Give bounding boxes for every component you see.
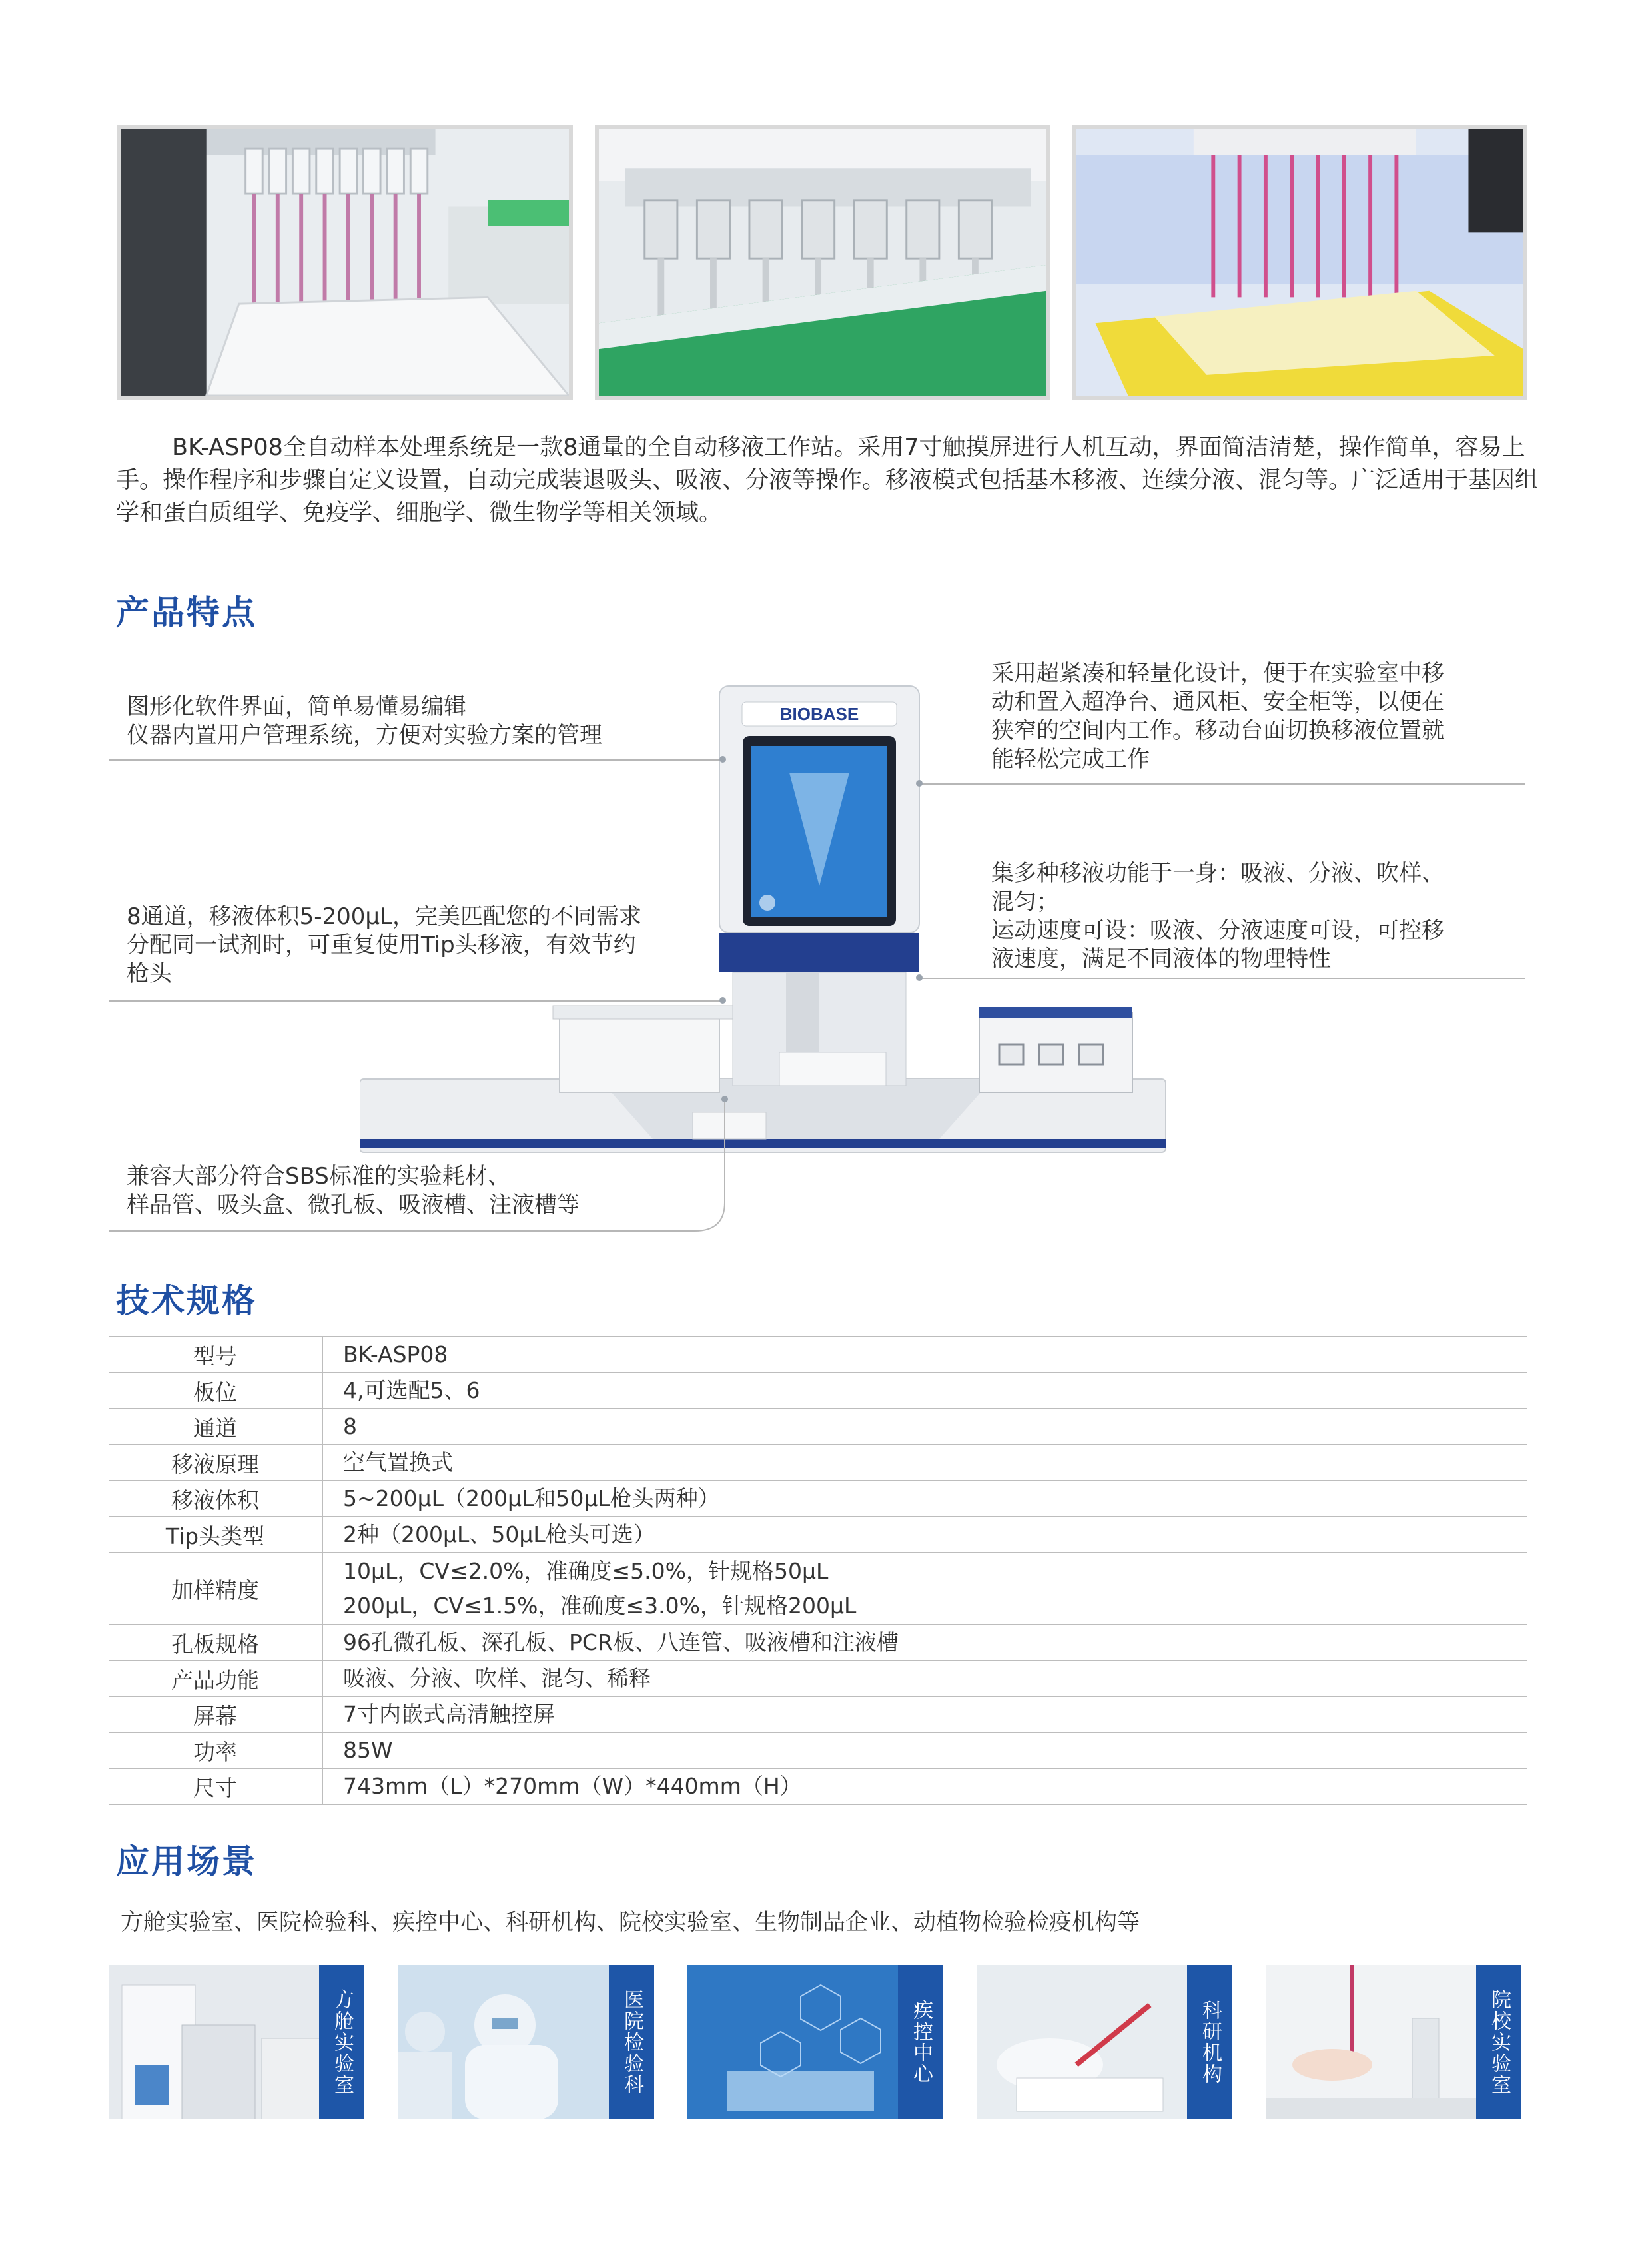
table-row [109, 1373, 1527, 1409]
spec-key: 移液体积 [109, 1481, 322, 1517]
scene-label: 院校实验室 [1476, 1965, 1521, 2119]
spec-key: 功率 [109, 1732, 322, 1768]
feature-functions [991, 859, 1444, 974]
feature-channels [127, 903, 641, 988]
callout-line [109, 1000, 723, 1002]
feature-line: 样品管、吸头盒、微孔板、吸液槽、注液槽等 [127, 1192, 580, 1218]
table-row [109, 1661, 1527, 1696]
table-row [109, 1625, 1527, 1661]
feature-line: 液速度，满足不同液体的物理特性 [991, 946, 1331, 972]
feature-line: 狭窄的空间内工作。移动台面切换移液位置就 [991, 717, 1444, 744]
spec-value: BK-ASP08 [322, 1337, 1527, 1373]
callout-dot [719, 756, 726, 763]
spec-table [109, 1336, 1527, 1805]
spec-key: 尺寸 [109, 1768, 322, 1804]
callout-dot [916, 780, 923, 787]
spec-value: 7寸内嵌式高清触控屏 [322, 1696, 1527, 1732]
callout-line [109, 759, 723, 761]
feature-line: 枪头 [127, 960, 172, 987]
spec-key: 加样精度 [109, 1553, 322, 1625]
spec-key: 型号 [109, 1337, 322, 1373]
feature-compact-design [991, 659, 1444, 774]
scene-label: 医院检验科 [609, 1965, 654, 2119]
spec-value: 10μL，CV≤2.0%，准确度≤5.0%，针规格50μL 200μL，CV≤1.5%，准确度≤3.0%，针规格200μL [322, 1553, 1527, 1625]
spec-value: 2种（200μL、50μL枪头可选） [322, 1517, 1527, 1553]
spec-value: 空气置换式 [322, 1445, 1527, 1481]
feature-line: 8通道，移液体积5-200μL，完美匹配您的不同需求 [127, 903, 642, 930]
scene-label: 科研机构 [1187, 1965, 1232, 2119]
spec-key: 板位 [109, 1373, 322, 1409]
spec-key: 产品功能 [109, 1661, 322, 1696]
spec-key: Tip头类型 [109, 1517, 322, 1553]
spec-key: 移液原理 [109, 1445, 322, 1481]
callout-line [919, 978, 1525, 979]
table-row [109, 1337, 1527, 1373]
spec-value: 吸液、分液、吹样、混匀、稀释 [322, 1661, 1527, 1696]
callout-dot [916, 974, 923, 981]
intro-paragraph: BK-ASP08全自动样本处理系统是一款8通量的全自动移液工作站。采用7寸触摸屏进行人机互动，界面简洁清楚，操作简单，容易上手。操作程序和步骤自定义设置，自动完成装退吸头、吸液、分液等操作。移液模式包括基本移液、连续分液、混匀等。广泛适用于基因组学和蛋白质组学、免疫学、细胞学、微生物学等相关领域。 [116, 434, 1539, 526]
table-row [109, 1481, 1527, 1517]
specs-title: 技术规格 [116, 1282, 257, 1320]
photo-tip-loading [595, 125, 1050, 400]
scene-label: 疾控中心 [898, 1965, 943, 2119]
callout-line [109, 1092, 735, 1239]
table-row [109, 1517, 1527, 1553]
feature-line: 兼容大部分符合SBS标准的实验耗材、 [127, 1163, 510, 1190]
spec-key: 屏幕 [109, 1696, 322, 1732]
scene-cdc [687, 1965, 943, 2119]
photo-pipette-tips [117, 125, 573, 400]
table-row [109, 1409, 1527, 1445]
spec-key: 通道 [109, 1409, 322, 1445]
scene-research [977, 1965, 1232, 2119]
scene-university-lab [1266, 1965, 1521, 2119]
spec-value: 96孔微孔板、深孔板、PCR板、八连管、吸液槽和注液槽 [322, 1625, 1527, 1661]
feature-line: 图形化软件界面，简单易懂易编辑 [127, 693, 466, 720]
spec-value: 8 [322, 1409, 1527, 1445]
scene-label: 方舱实验室 [319, 1965, 364, 2119]
feature-software [127, 693, 602, 750]
scene-mobile-lab [109, 1965, 364, 2119]
feature-line: 分配同一试剂时，可重复使用Tip头移液，有效节约 [127, 932, 636, 958]
scene-hospital-lab [398, 1965, 654, 2119]
feature-line: 集多种移液功能于一身：吸液、分液、吹样、 [991, 860, 1444, 887]
callout-dot [719, 997, 726, 1004]
applications-text: 方舱实验室、医院检验科、疾控中心、科研机构、院校实验室、生物制品企业、动植物检验检疫机构等 [121, 1909, 1140, 1936]
spec-key: 孔板规格 [109, 1625, 322, 1661]
table-row [109, 1768, 1527, 1804]
spec-value: 5~200μL（200μL和50μL枪头两种） [322, 1481, 1527, 1517]
feature-line: 动和置入超净台、通风柜、安全柜等，以便在 [991, 689, 1444, 715]
table-row [109, 1696, 1527, 1732]
applications-title: 应用场景 [116, 1842, 257, 1881]
table-row [109, 1445, 1527, 1481]
features-title: 产品特点 [116, 593, 257, 632]
brand-logo: BIOBASE [779, 704, 859, 724]
feature-line: 仪器内置用户管理系统，方便对实验方案的管理 [127, 722, 602, 749]
table-row [109, 1553, 1527, 1625]
feature-line: 能轻松完成工作 [991, 746, 1150, 773]
feature-line: 混匀； [991, 889, 1059, 915]
feature-line: 采用超紧凑和轻量化设计，便于在实验室中移 [991, 660, 1444, 687]
spec-value: 85W [322, 1732, 1527, 1768]
feature-line: 运动速度可设：吸液、分液速度可设，可控移 [991, 917, 1444, 944]
spec-value: 4,可选配5、6 [322, 1373, 1527, 1409]
spec-value: 743mm（L）*270mm（W）*440mm（H） [322, 1768, 1527, 1804]
photo-sample-plate [1072, 125, 1527, 400]
table-row [109, 1732, 1527, 1768]
callout-line [919, 783, 1525, 785]
